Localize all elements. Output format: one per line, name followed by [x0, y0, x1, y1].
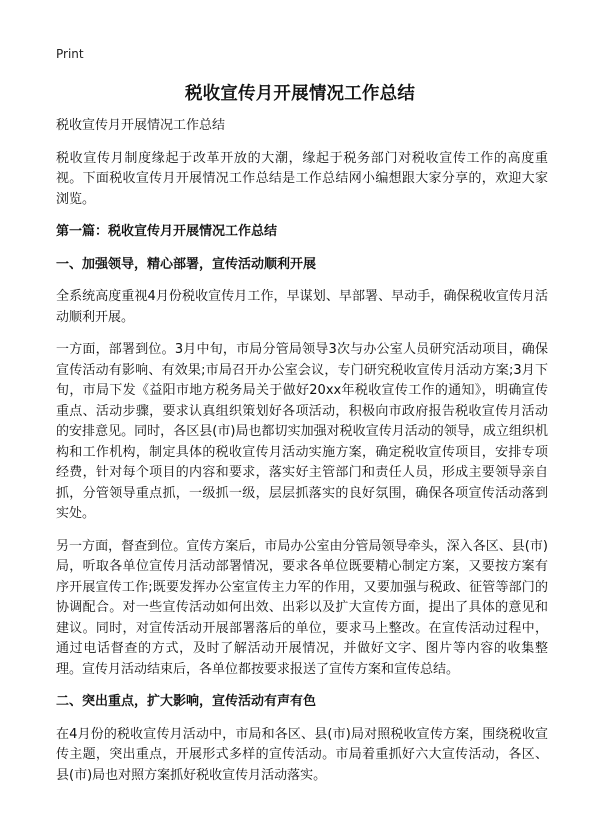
page-title: 税收宣传月开展情况工作总结	[184, 84, 416, 104]
section1-paragraph: 一方面，部署到位。3月中旬，市局分管局领导3次与办公室人员研究活动项目，确保宣传活动有影响、有效果;市局召开办公室会议，专门研究税收宣传月活动方案;3月下旬，市局下发《益阳市地方税务局关于做好20xx年税收宣传工作的通知》，明确宣传重点、活动步骤，要求认真组织策划好各项活动，积极向市政府报告税收宣传月活动的安排意见。同时，各区县(市)局也都切实加强对税收宣传月活动的领导，成立组织机构和工作机构，制定具体的税收宣传月活动实施方案，确定税收宣传项目，安排专项经费，针对每个项目的内容和要求，落实好主管部门和责任人员，形成主要领导亲自抓，分管领导重点抓，一级抓一级，层层抓落实的良好氛围，确保各项宣传活动落到实处。	[56, 342, 548, 521]
print-link[interactable]: Print	[56, 47, 84, 61]
section-heading-2: 二、突出重点，扩大影响，宣传活动有声有色	[56, 694, 317, 709]
part-heading: 第一篇：税收宣传月开展情况工作总结	[56, 224, 278, 239]
intro-paragraph: 税收宣传月制度缘起于改革开放的大潮，缘起于税务部门对税收宣传工作的高度重视。下面税收宣传月开展情况工作总结是工作总结网小编想跟大家分享的，欢迎大家浏览。	[56, 150, 548, 207]
document-subtitle: 税收宣传月开展情况工作总结	[56, 118, 226, 133]
section-heading-1: 一、加强领导，精心部署，宣传活动顺利开展	[56, 256, 317, 272]
section2-paragraph: 在4月份的税收宣传月活动中，市局和各区、县(市)局对照税收宣传方案，围绕税收宣传主题，突出重点，开展形式多样的宣传活动。市局着重抓好六大宣传活动，各区、县(市)局也对照方案抓好税收宣传月活动落实。	[56, 726, 548, 783]
section1-paragraph: 另一方面，督查到位。宣传方案后，市局办公室由分管局领导牵头，深入各区、县(市)局，听取各单位宣传月活动部署情况，要求各单位既要精心制定方案，又要按方案有序开展宣传工作;既要发挥办公室宣传主力军的作用，又要加强与税政、征管等部门的协调配合。对一些宣传活动如何出效、出彩以及扩大宣传方面，提出了具体的意见和建议。同时，对宣传活动开展部署落后的单位，要求马上整改。在宣传活动过程中，通过电话督查的方式，及时了解活动开展情况，并做好文字、图片等内容的收集整理。宣传月活动结束后，各单位都按要求报送了宣传方案和宣传总结。	[56, 538, 548, 677]
document-body	[56, 116, 548, 798]
section1-paragraph: 全系统高度重视4月份税收宣传月工作，早谋划、早部署、早动手，确保税收宣传月活动顺利开展。	[56, 289, 548, 325]
